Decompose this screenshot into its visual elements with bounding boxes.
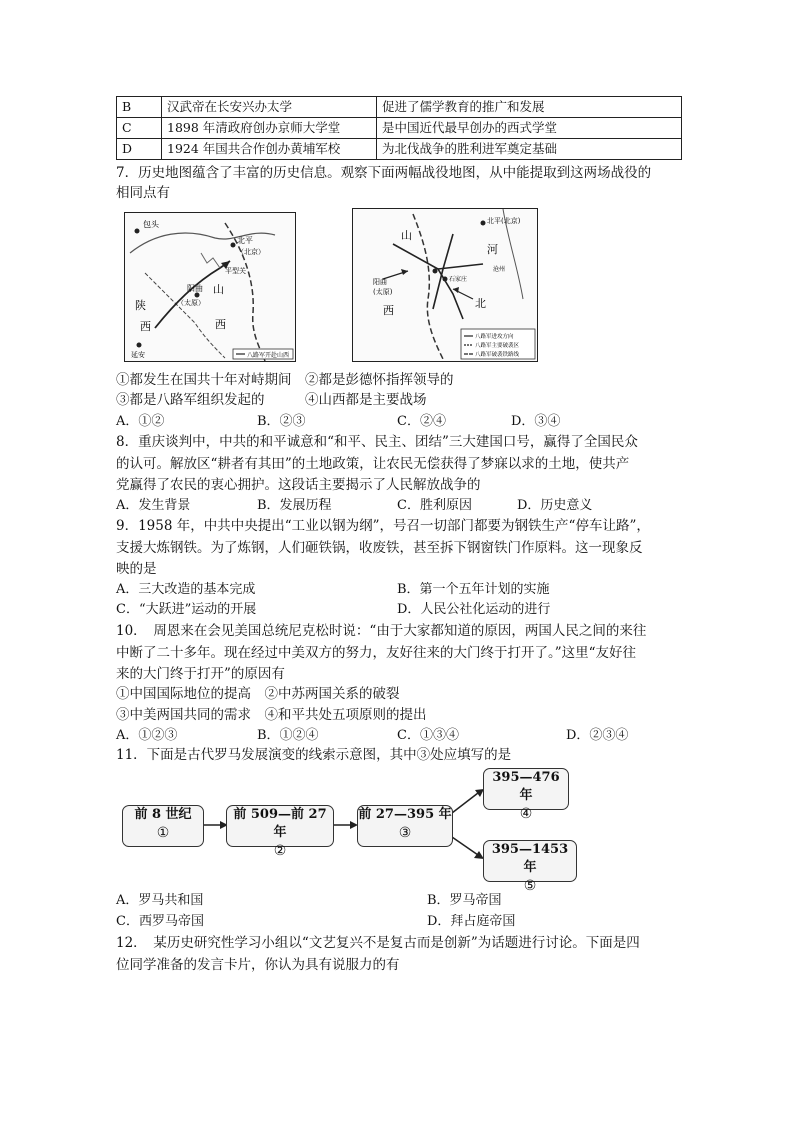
q11-choice-b[interactable]: B．罗马帝国 xyxy=(427,893,502,908)
q12-stem: 12． 某历史研究性学习小组以“文艺复兴不是复古而是创新”为话题进行讨论。下面是四 xyxy=(116,935,640,951)
q10-choice-d[interactable]: D．②③④ xyxy=(566,728,629,743)
map-2-drawing xyxy=(353,209,537,361)
q10-choice-a[interactable]: A．①②③ xyxy=(116,728,178,743)
table-cell-effect: 促进了儒学教育的推广和发展 xyxy=(377,97,682,118)
q11-choice-d[interactable]: D．拜占庭帝国 xyxy=(427,914,516,929)
q11-choice-a[interactable]: A．罗马共和国 xyxy=(116,893,204,908)
map-label: 山 xyxy=(213,283,224,296)
q7-choice-c[interactable]: C．②④ xyxy=(397,414,446,429)
table-cell-letter: C xyxy=(117,118,162,139)
map-1-drawing xyxy=(125,213,295,361)
map-label: 石家庄 xyxy=(449,276,468,283)
flow-box-5 xyxy=(483,840,577,894)
map-label: 包头 xyxy=(143,220,159,229)
q8-stem: 8．重庆谈判中，中共的和平诚意和“和平、民主、团结”三大建国口号，赢得了全国民众 xyxy=(116,434,638,450)
map-label: 北平 xyxy=(237,236,253,245)
q8-choice-d[interactable]: D．历史意义 xyxy=(517,498,593,513)
flow-box-mark: ① xyxy=(156,825,170,841)
map-label: 河 xyxy=(487,243,498,256)
map-hundred-regiments xyxy=(352,208,538,362)
q11-stem: 11．下面是古代罗马发展演变的线索示意图，其中③处应填写的是 xyxy=(116,747,512,763)
flow-box-1 xyxy=(122,805,204,847)
q8-stem-cont: 的认可。解放区“耕者有其田”的土地政策，让农民无偿获得了梦寐以求的土地，使共产 xyxy=(116,456,630,472)
map-label: 西 xyxy=(140,320,151,333)
q9-choice-c[interactable]: C．“大跃进”运动的开展 xyxy=(116,602,257,617)
map-label: 沧州 xyxy=(493,266,506,273)
legend-text: 八路军破袭铁路线 xyxy=(475,352,520,358)
table-cell-event: 1898 年清政府创办京师大学堂 xyxy=(162,118,377,139)
q8-choice-b[interactable]: B．发展历程 xyxy=(257,498,332,513)
q9-choice-a[interactable]: A．三大改造的基本完成 xyxy=(116,582,256,597)
legend-text: 八路军进攻方向 xyxy=(475,334,514,340)
q9-stem-cont: 支援大炼钢铁。为了炼钢，人们砸铁锅，收废铁，甚至拆下钢窗铁门作原料。这一现象反 xyxy=(116,540,643,556)
flow-box-mark: ② xyxy=(273,843,287,859)
flow-arrow xyxy=(452,793,478,813)
map-label: 北 xyxy=(475,297,486,310)
city-dot xyxy=(433,269,438,274)
q9-choice-d[interactable]: D．人民公社化运动的进行 xyxy=(397,602,551,617)
map-label: 陕 xyxy=(135,299,146,312)
city-dot xyxy=(231,243,236,248)
map-label: （北京） xyxy=(237,248,265,256)
table-cell-letter: B xyxy=(117,97,162,118)
q12-stem-cont: 位同学准备的发言卡片，你认为具有说服力的有 xyxy=(116,957,400,973)
arrow-head xyxy=(401,269,408,275)
q10-choice-b[interactable]: B．①②④ xyxy=(257,728,319,743)
q10-choice-c[interactable]: C．①③④ xyxy=(397,728,459,743)
q9-choice-b[interactable]: B．第一个五年计划的实施 xyxy=(397,582,550,597)
legend-text: 八路军主要破袭区 xyxy=(475,343,520,349)
q10-statement-2: ③中美两国共同的需求 ④和平共处五项原则的提出 xyxy=(116,707,427,723)
map-pingxingguan xyxy=(124,212,296,362)
q7-statement-2: ③都是八路军组织发起的 ④山西都是主要战场 xyxy=(116,392,427,408)
flow-box-4 xyxy=(483,768,569,822)
table-row xyxy=(117,97,682,118)
flow-box-mark: ③ xyxy=(398,825,412,841)
map-label: 西 xyxy=(215,318,226,331)
table-cell-effect: 是中国近代最早创办的西式学堂 xyxy=(377,118,682,139)
city-dot xyxy=(443,277,448,282)
flow-arrow xyxy=(452,837,478,855)
q10-stem-cont: 中断了二十多年。现在经过中美双方的努力，友好往来的大门终于打开了。”这里“友好往 xyxy=(116,645,637,661)
options-table xyxy=(116,96,682,160)
table-row xyxy=(117,139,682,160)
table-cell-event: 1924 年国共合作创办黄埔军校 xyxy=(162,139,377,160)
map-label: 北平(北京) xyxy=(487,217,521,225)
q7-choice-a[interactable]: A．①② xyxy=(116,414,165,429)
q7-stem: 7．历史地图蕴含了丰富的历史信息。观察下面两幅战役地图，从中能提取到这两场战役的 xyxy=(116,165,652,181)
map-label: (太原) xyxy=(373,288,393,296)
table-row xyxy=(117,118,682,139)
map-label: 延安 xyxy=(131,351,145,359)
flow-box-period: 前 27—395 年 xyxy=(358,807,452,822)
q8-stem-cont: 党赢得了农民的衷心拥护。这段话主要揭示了人民解放战争的 xyxy=(116,477,481,493)
flow-box-period: 395—476 年 xyxy=(492,770,560,803)
table-cell-event: 汉武帝在长安兴办太学 xyxy=(162,97,377,118)
legend-text: 八路军开赴山西 xyxy=(247,352,290,359)
q7-choice-d[interactable]: D．③④ xyxy=(511,414,561,429)
q7-choice-b[interactable]: B．②③ xyxy=(257,414,306,429)
q7-stem-cont: 相同点有 xyxy=(116,185,170,201)
city-dot xyxy=(137,343,142,348)
q9-stem: 9．1958 年，中共中央提出“工业以钢为纲”，号召一切部门都要为钢铁生产“停车让路”， xyxy=(116,518,650,534)
flow-box-mark: ④ xyxy=(519,806,533,822)
map-label: 阳曲 xyxy=(187,284,203,293)
map-label: 阳曲 xyxy=(373,278,387,286)
city-dot xyxy=(481,221,486,226)
table-cell-effect: 为北伐战争的胜利进军奠定基础 xyxy=(377,139,682,160)
flow-box-period: 前 8 世纪 xyxy=(134,807,192,822)
q10-statement-1: ①中国国际地位的提高 ②中苏两国关系的破裂 xyxy=(116,686,400,702)
city-dot xyxy=(135,229,140,234)
map-label: 山 xyxy=(401,229,412,242)
city-dot xyxy=(195,293,200,298)
flow-box-period: 395—1453 年 xyxy=(491,842,569,875)
map-label: （太原） xyxy=(177,299,205,307)
flow-box-mark: ⑤ xyxy=(523,878,537,894)
table-cell-letter: D xyxy=(117,139,162,160)
q10-stem-cont: 来的大门终于打开”的原因有 xyxy=(116,666,285,682)
q11-choice-c[interactable]: C．西罗马帝国 xyxy=(116,914,204,929)
q8-choice-c[interactable]: C．胜利原因 xyxy=(397,498,472,513)
flow-box-2 xyxy=(226,805,334,859)
q8-choice-a[interactable]: A．发生背景 xyxy=(116,498,191,513)
map-label: 西 xyxy=(383,304,394,317)
q10-stem: 10． 周恩来在会见美国总统尼克松时说：“由于大家都知道的原因，两国人民之间的来往 xyxy=(116,623,647,639)
q7-statement-1: ①都发生在国共十年对峙期间 ②都是彭德怀指挥领导的 xyxy=(116,372,454,388)
flow-box-period: 前 509—前 27 年 xyxy=(233,807,327,840)
flow-box-3 xyxy=(357,805,453,847)
mountain-ridge xyxy=(201,253,220,268)
q9-stem-cont: 映的是 xyxy=(116,561,157,577)
map-label: 平型关 xyxy=(225,267,246,275)
